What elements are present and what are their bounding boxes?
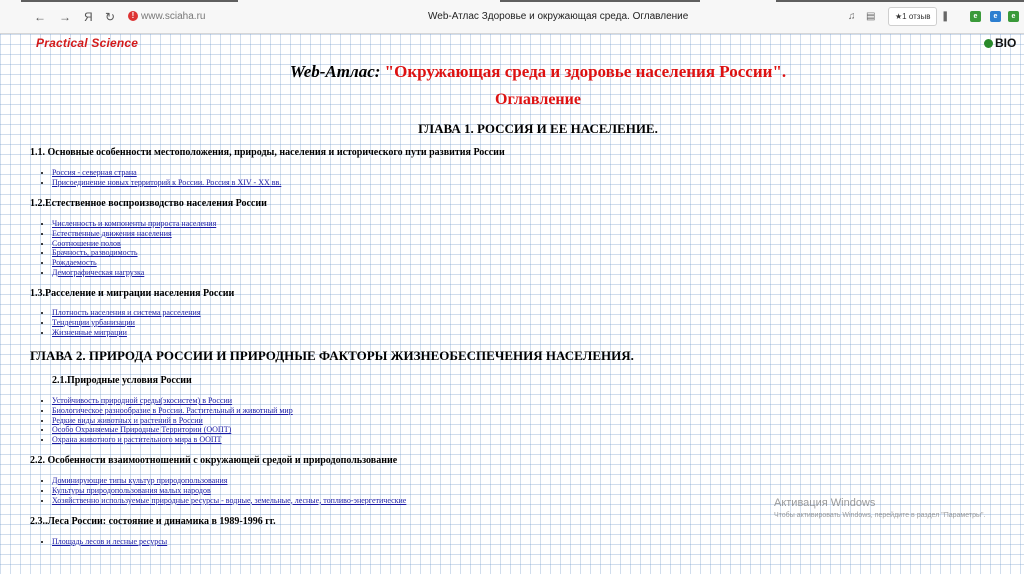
section-2-3-links — [40, 537, 167, 547]
tab-strip-line — [21, 0, 238, 2]
list-item — [52, 248, 216, 258]
toc-link[interactable]: Рождаемость — [52, 258, 97, 268]
list-item — [52, 239, 216, 249]
brand-logo[interactable]: Practical Science — [36, 36, 139, 50]
reader-mode-icon[interactable]: ▤ — [866, 11, 876, 22]
bookmark-icon[interactable]: ❚ — [941, 11, 950, 22]
list-item — [52, 268, 216, 278]
leaf-icon — [984, 39, 993, 48]
toc-link[interactable]: Особо Охраняемые Природные Территории (ООПТ) — [52, 425, 232, 435]
address-bar[interactable] — [128, 10, 205, 24]
toc-link[interactable]: Биологическое разнообразие в России. Растительный и животный мир — [52, 405, 293, 415]
list-item — [52, 537, 167, 547]
toc-link[interactable]: Присоединение новых территорий к России. Россия в XIV - XX вв. — [52, 177, 282, 187]
windows-activation-watermark — [774, 497, 985, 519]
browser-toolbar — [0, 0, 1024, 34]
section-1-1-links — [40, 168, 281, 188]
section-1-2-heading: 1.2.Естественное воспроизводство населения России — [30, 198, 267, 209]
list-item — [52, 178, 281, 188]
list-item — [52, 258, 216, 268]
review-button[interactable] — [888, 7, 937, 26]
insecure-warning-icon[interactable]: ! — [128, 11, 138, 21]
section-2-3-heading: 2.3..Леса России: состояние и динамика в 1989-1996 гг. — [30, 516, 276, 527]
section-2-1-links — [40, 396, 293, 445]
toc-link[interactable]: Жизненные миграции — [52, 327, 127, 337]
list-item — [52, 168, 281, 178]
section-1-3-heading: 1.3.Расселение и миграции населения России — [30, 288, 235, 299]
extension-icon[interactable]: e — [1008, 11, 1019, 22]
list-item — [52, 435, 293, 445]
extension-icon[interactable]: e — [990, 11, 1001, 22]
list-item — [52, 476, 406, 486]
section-2-2-links — [40, 476, 406, 505]
watermark-subtitle: Чтобы активировать Windows, перейдите в раздел "Параметры". — [774, 512, 986, 519]
review-label: 1 отзыв — [902, 12, 931, 21]
section-1-1-heading: 1.1. Основные особенности местоположения, природы, населения и исторического пути развития России — [30, 147, 505, 158]
list-item — [52, 328, 201, 338]
bio-logo[interactable] — [984, 36, 1016, 50]
list-item — [52, 318, 201, 328]
yandex-icon[interactable]: Я — [84, 10, 93, 24]
toc-heading: Оглавление — [495, 91, 581, 108]
toc-link[interactable]: Хозяйственно используемые природные ресурсы - водные, земельные, лесные, топливо-энергетические — [52, 495, 407, 505]
toc-link[interactable]: Демографическая нагрузка — [52, 267, 145, 277]
headphones-icon[interactable]: ♫ — [848, 11, 856, 22]
back-icon[interactable]: ← — [34, 10, 46, 24]
toc-link[interactable]: Соотношение полов — [52, 238, 121, 248]
list-item — [52, 406, 293, 416]
toc-link[interactable]: Брачность, разводимость — [52, 248, 138, 258]
toc-link[interactable]: Естественные движения населения — [52, 228, 172, 238]
page-title: Web-Атлас Здоровье и окружающая среда. Оглавление — [428, 11, 689, 22]
page-content — [0, 34, 1024, 574]
list-item — [52, 425, 293, 435]
list-item — [52, 229, 216, 239]
reload-icon[interactable]: ↻ — [105, 10, 116, 24]
atlas-title-prefix: Web-Атлас: — [289, 62, 381, 81]
toc-link[interactable]: Редкие виды животных и растений в России — [52, 415, 203, 425]
tab-strip-line — [500, 0, 700, 2]
section-1-2-links — [40, 219, 216, 278]
chapter-2-heading: ГЛАВА 2. ПРИРОДА РОССИИ И ПРИРОДНЫЕ ФАКТОРЫ ЖИЗНЕОБЕСПЕЧЕНИЯ НАСЕЛЕНИЯ. — [30, 348, 634, 363]
chapter-1-heading: ГЛАВА 1. РОССИЯ И ЕЕ НАСЕЛЕНИЕ. — [418, 121, 658, 136]
toc-link[interactable]: Плотность населения и система расселения — [52, 308, 201, 317]
list-item — [52, 219, 216, 229]
watermark-title: Активация Windows — [774, 497, 876, 509]
bio-logo-text: BIO — [995, 36, 1017, 50]
url-text: www.sciaha.ru — [141, 11, 206, 22]
toc-link[interactable]: Охрана животного и растительного мира в ООПТ — [52, 435, 222, 445]
toc-link[interactable]: Численность и компоненты прироста населения — [52, 219, 217, 228]
tab-strip-line — [776, 0, 1024, 2]
extension-icon[interactable]: e — [970, 11, 981, 22]
toc-link[interactable]: Культуры природопользования малых народов — [52, 485, 211, 495]
toc-link[interactable]: Тенденции урбанизации — [52, 317, 135, 327]
section-2-2-heading: 2.2. Особенности взаимоотношений с окружающей средой и природопользование — [30, 455, 398, 466]
atlas-title-main: "Окружающая среда и здоровье населения России". — [380, 62, 787, 81]
forward-icon[interactable]: → — [59, 10, 71, 24]
toc-link[interactable]: Устойчивость природной среды(экосистем) в России — [52, 396, 233, 405]
list-item — [52, 416, 293, 426]
atlas-title — [0, 62, 1024, 82]
section-2-1-heading: 2.1.Природные условия России — [52, 375, 192, 386]
toc-link[interactable]: Доминирующие типы культур природопользования — [52, 476, 228, 485]
toc-link[interactable]: Россия - северная страна — [52, 168, 137, 177]
toc-link[interactable]: Площадь лесов и лесные ресурсы — [52, 537, 168, 546]
section-1-3-links — [40, 308, 201, 337]
list-item — [52, 486, 406, 496]
list-item — [52, 396, 293, 406]
star-icon: ★ — [895, 12, 903, 21]
list-item — [52, 308, 201, 318]
list-item — [52, 496, 406, 506]
